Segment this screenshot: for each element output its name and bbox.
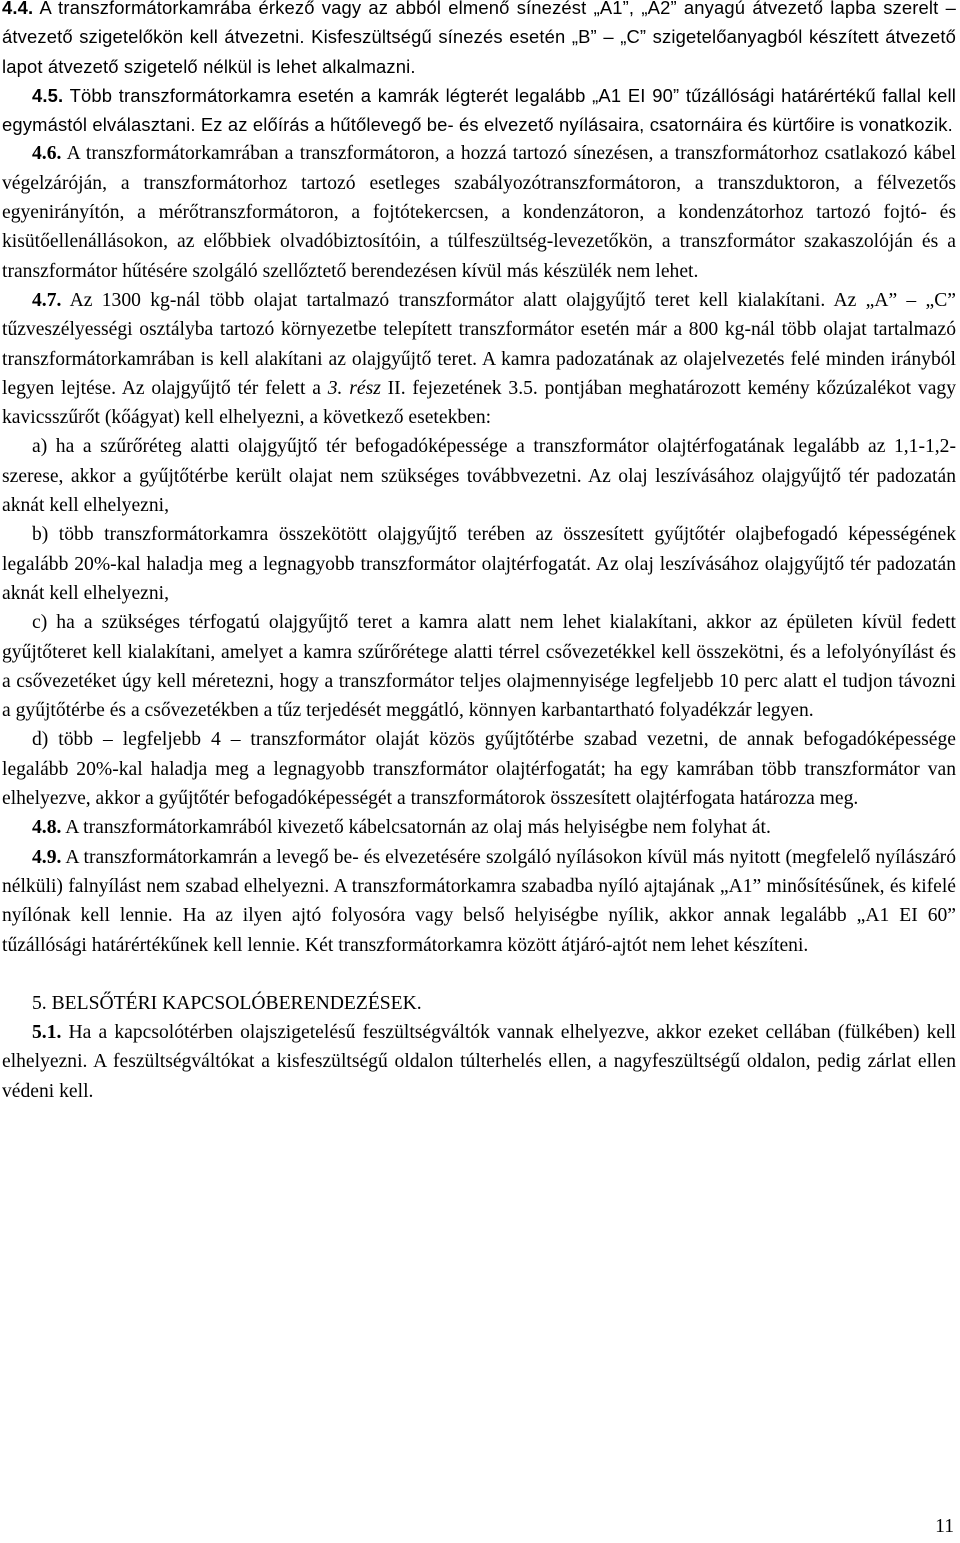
paragraph-5-1 xyxy=(2,1018,956,1106)
paragraph-4-7 xyxy=(2,286,956,432)
paragraph-text: II. fejezetének 3.5. pontjában meghatározott kemény kőzúzalékot vagy kavicsszűrőt (kőágyat) kell elhelyezni, a következő esetekben: xyxy=(2,377,956,429)
section-number: 4.4. xyxy=(2,0,34,18)
section-number: 4.8. xyxy=(32,817,62,839)
spacer xyxy=(2,960,956,989)
paragraph-text: A transzformátorkamrából kivezető kábelcsatornán az olaj más helyiségbe nem folyhat át. xyxy=(61,817,771,839)
paragraph-4-5 xyxy=(2,81,956,140)
document-page xyxy=(2,0,956,1106)
page-number: 11 xyxy=(935,1516,954,1537)
paragraph-text: A transzformátorkamrában a transzformátoron, a hozzá tartozó sínezésen, a transzformátorhoz csatlakozó kábel végelzáróján, a transzformátorhoz tartozó esetleges szabályozótranszformátoron, a transzduktoron, a félvezetős egyenirányítón, a mérőtranszformátoron, a fojtótekercsen, a kondenzátoron, a kondenzátorhoz tartozó fojtó- és kisütőellenállásokon, az előbbiek olvadóbiztosítóin, a túlfeszültség-levezetőkön, a transzformátor szakaszolóján és a transzformátor hűtésére szolgáló szellőztető berendezésen kívül más készülék nem lehet. xyxy=(2,143,956,282)
section-number: 4.9. xyxy=(32,846,62,868)
section-number: 4.5. xyxy=(32,84,64,106)
section-number: 5.1. xyxy=(32,1022,62,1044)
paragraph-text: Több transzformátorkamra esetén a kamrák légterét legalább „A1 EI 90” tűzállósági határértékű fallal kell egymástól elválasztani. Ez az előírás a hűtőlevegő be- és elvezető nyílásaira, csatornáira és kürtőire is vonatkozik. xyxy=(2,84,956,136)
list-item-c: c) ha a szükséges térfogatú olajgyűjtő teret a kamra alatt nem lehet kialakítani, akkor az épületen kívül fedett gyűjtőteret kell kialakítani, amelyet a kamra szűrőrétege alatti térrel csővezetékkel kell összekötni, és a lefolyónyílást és a csővezetéket úgy kell méretezni, hogy a transzformátor teljes olajmennyisége legfeljebb 10 perc alatt el tudjon távozni a gyűjtőtérbe és a csővezetékben a tűz terjedését meggátló, könnyen karbantartható folyadékzár legyen. xyxy=(2,612,956,722)
section-heading: 5. BELSŐTÉRI KAPCSOLÓBERENDEZÉSEK. xyxy=(32,992,422,1014)
paragraph-text: Az 1300 kg-nál több olajat tartalmazó transzformátor alatt olajgyűjtő teret kell kialakítani. Az „A” – „C” tűzveszélyességi osztályba tartozó környezetbe telepített transzformátor esetén már a 800 kg-nál több olajat tartalmazó transzformátorkamrában is kell alakítani az olajgyűjtő teret. A kamra padozatának az olajelvezetés felé minden irányból legyen lejtése. Az olajgyűjtő tér felett a xyxy=(2,289,956,399)
paragraph-4-6 xyxy=(2,139,956,285)
paragraph-4-8 xyxy=(2,813,956,842)
list-item-b: b) több transzformátorkamra összekötött olajgyűjtő terében az összesített gyűjtőtér olajbefogadó képességének legalább 20%-kal haladja meg a legnagyobb transzformátor olajtérfogatát. Az olaj leszívásához olajgyűjtő tér padozatán aknát kell elhelyezni, xyxy=(2,524,956,604)
section-number: 4.7. xyxy=(32,289,62,311)
paragraph-4-9 xyxy=(2,843,956,960)
section-number: 4.6. xyxy=(32,143,62,165)
paragraph-text: Ha a kapcsolótérben olajszigetelésű feszültségváltók vannak elhelyezve, akkor ezeket cellában (fülkében) kell elhelyezni. A feszültségváltókat a kisfeszültségű oldalon túlterhelés ellen, a nagyfeszültségű oldalon, pedig zárlat ellen védeni kell. xyxy=(2,1022,956,1102)
paragraph-text: A transzformátorkamrán a levegő be- és elvezetésére szolgáló nyílásokon kívül más nyitott (megfelelő nyílászáró nélküli) falnyílást nem szabad elhelyezni. A transzformátorkamra szabadba nyíló ajtajának „A1” minősítésűnek, és kifelé nyílónak kell lennie. Ha az ilyen ajtó folyosóra vagy belső helyiségbe nyílik, akkor annak legalább „A1 EI 60” tűzállósági határértékűnek kell lennie. Két transzformátorkamra között átjáró-ajtót nem lehet készíteni. xyxy=(2,846,956,956)
list-item-a: a) ha a szűrőréteg alatti olajgyűjtő tér befogadóképessége a transzformátor olajtérfogatának legalább az 1,1-1,2-szerese, akkor a gyűjtőtérbe került olajat nem szükséges továbbvezetni. Az olaj leszívásához olajgyűjtő tér padozatán aknát kell elhelyezni, xyxy=(2,436,956,517)
paragraph-4-4 xyxy=(2,0,956,81)
paragraph-text: A transzformátorkamrába érkező vagy az abból elmenő sínezést „A1”, „A2” anyagú átvezető lapba szerelt – átvezető szigetelőkön kell átvezetni. Kisfeszültségű sínezés esetén „B” – „C” szigetelőanyagból készített átvezető lapot átvezető szigetelő nélkül is lehet alkalmazni. xyxy=(2,0,956,77)
list-item-d: d) több – legfeljebb 4 – transzformátor olaját közös gyűjtőtérbe szabad vezetni, de annak befogadóképessége legalább 20%-kal haladja meg a legnagyobb transzformátor olajtérfogatát; ha egy kamrában több transzformátor van elhelyezve, akkor a gyűjtőtér befogadóképességét a transzformátorok összesített olajtérfogata határozza meg. xyxy=(2,729,956,810)
reference-italic: 3. rész xyxy=(327,377,381,399)
